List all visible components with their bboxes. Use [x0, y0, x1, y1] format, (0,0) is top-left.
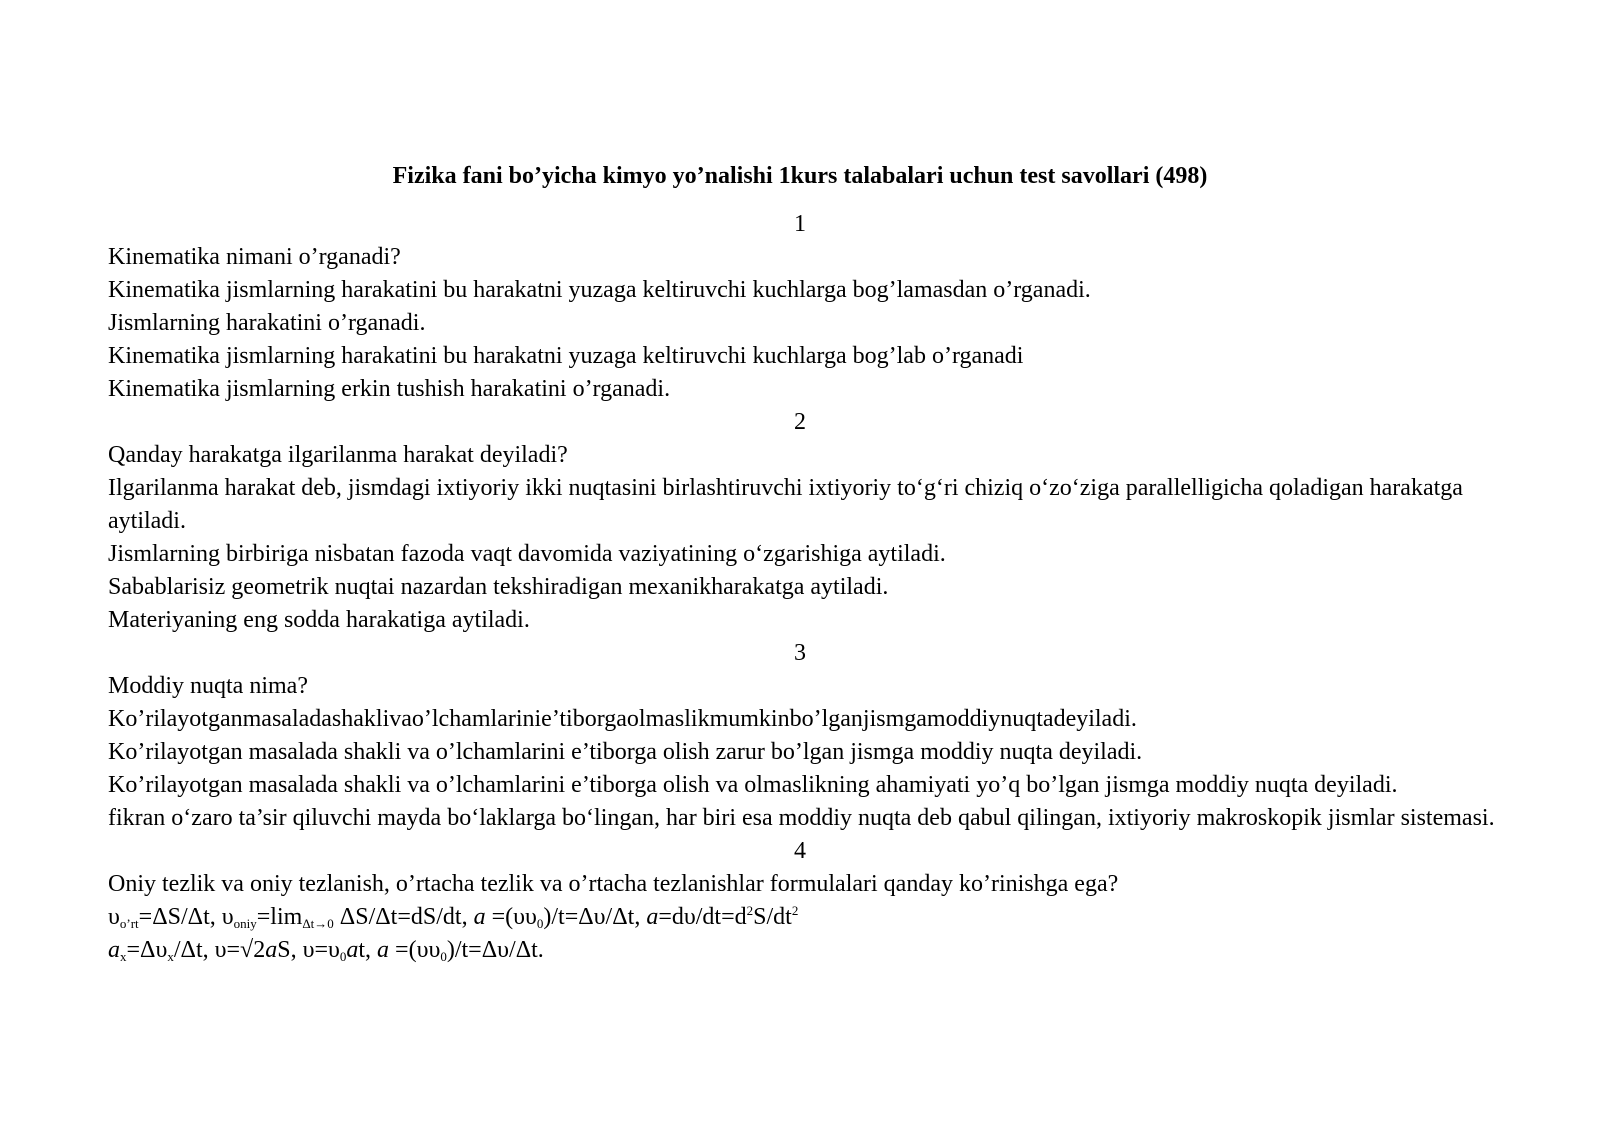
formula-variable: a: [377, 937, 390, 963]
answer-option: Kinematika jismlarning erkin tushish harakatini o’rganadi.: [108, 376, 671, 402]
formula-text: =(υυ: [389, 937, 441, 963]
formula-variable: a: [473, 904, 486, 930]
answer-option: Ko’rilayotganmasaladashaklivao’lchamlarinie’tiborgaolmaslikmumkinbo’lganjismgamoddiynuqtadeyiladi.: [108, 706, 1137, 732]
formula-text: ΔS/Δt=dS/dt,: [333, 904, 474, 930]
formula-subscript: x: [167, 949, 174, 964]
formula-subscript: 0: [440, 949, 447, 964]
answer-option: Kinematika jismlarning harakatini bu harakatni yuzaga keltiruvchi kuchlarga bog’lab o’rganadi: [108, 343, 1024, 369]
question-list: [108, 208, 1508, 967]
formula-variable: a: [646, 904, 659, 930]
formula-superscript: 2: [746, 903, 754, 918]
formula-subscript: 0: [536, 916, 544, 931]
question-text: Moddiy nuqta nima?: [108, 673, 308, 699]
question-text: Kinematika nimani o’rganadi?: [108, 244, 401, 270]
question-number: 2: [794, 409, 806, 435]
formula-subscript: x: [120, 949, 127, 964]
answer-option: fikran o‘zaro ta’sir qiluvchi mayda bo‘laklarga bo‘lingan, har biri esa moddiy nuqta deb qabul qilingan, ixtiyoriy makroskopik jismlar sistemasi.: [108, 805, 1495, 831]
formula-variable: a: [346, 937, 359, 963]
answer-option: Ko’rilayotgan masalada shakli va o’lchamlarini e’tiborga olish va olmaslikning ahamiyati yo’q bo’lgan jismga moddiy nuqta deyiladi.: [108, 772, 1398, 798]
formula-text: t,: [358, 937, 378, 963]
formula-text: /Δt, υ=√2: [173, 937, 266, 963]
question-text: Qanday harakatga ilgarilanma harakat deyiladi?: [108, 442, 568, 468]
formula-text: =dυ/dt=d: [658, 904, 747, 930]
formula-answer: [108, 934, 1508, 967]
formula-variable: a: [265, 937, 278, 963]
formula-answer: [108, 901, 1508, 934]
formula-text: =(υυ: [485, 904, 537, 930]
answer-option: Ko’rilayotgan masalada shakli va o’lchamlarini e’tiborga olish zarur bo’lgan jismga moddiy nuqta deyiladi.: [108, 739, 1143, 765]
answer-option: Jismlarning birbiriga nisbatan fazoda vaqt davomida vaziyatining o‘zgarishiga aytiladi.: [108, 541, 946, 567]
answer-option: Materiyaning eng sodda harakatiga aytiladi.: [108, 607, 530, 633]
question-text: Oniy tezlik va oniy tezlanish, o’rtacha tezlik va o’rtacha tezlanishlar formulalari qanday ko’rinishga ega?: [108, 871, 1119, 897]
formula-subscript: Δt→0: [302, 916, 334, 931]
formula-text: S, υ=υ: [277, 937, 340, 963]
formula-text: υ: [108, 904, 120, 930]
question-number: 4: [794, 838, 806, 864]
answer-option: Sabablarisiz geometrik nuqtai nazardan tekshiradigan mexanikharakatga aytiladi.: [108, 574, 889, 600]
formula-text: =lim: [256, 904, 303, 930]
formula-subscript: 0: [339, 949, 347, 964]
answer-option: Ilgarilanma harakat deb, jismdagi ixtiyoriy ikki nuqtasini birlashtiruvchi ixtiyoriy to‘g‘ri chiziq o‘zo‘ziga parallelligicha qoladigan harakatga aytiladi.: [108, 475, 1463, 534]
formula-superscript: 2: [791, 903, 799, 918]
formula-text: =ΔS/Δt, υ: [138, 904, 234, 930]
question-number: 3: [794, 640, 806, 666]
formula-text: )/t=Δυ/Δt.: [446, 937, 544, 963]
page-title: Fizika fani bo’yicha kimyo yo’nalishi 1kurs talabalari uchun test savollari (498): [392, 163, 1208, 189]
formula-variable: a: [108, 937, 120, 963]
formula-text: )/t=Δυ/Δt,: [543, 904, 647, 930]
formula-text: =Δυ: [126, 937, 168, 963]
formula-text: S/dt: [753, 904, 792, 930]
formula-subscript: o’rt: [119, 916, 139, 931]
formula-subscript: oniy: [233, 916, 257, 931]
answer-option: Jismlarning harakatini o’rganadi.: [108, 310, 426, 336]
answer-option: Kinematika jismlarning harakatini bu harakatni yuzaga keltiruvchi kuchlarga bog’lamasdan o’rganadi.: [108, 277, 1091, 303]
question-number: 1: [794, 211, 806, 237]
